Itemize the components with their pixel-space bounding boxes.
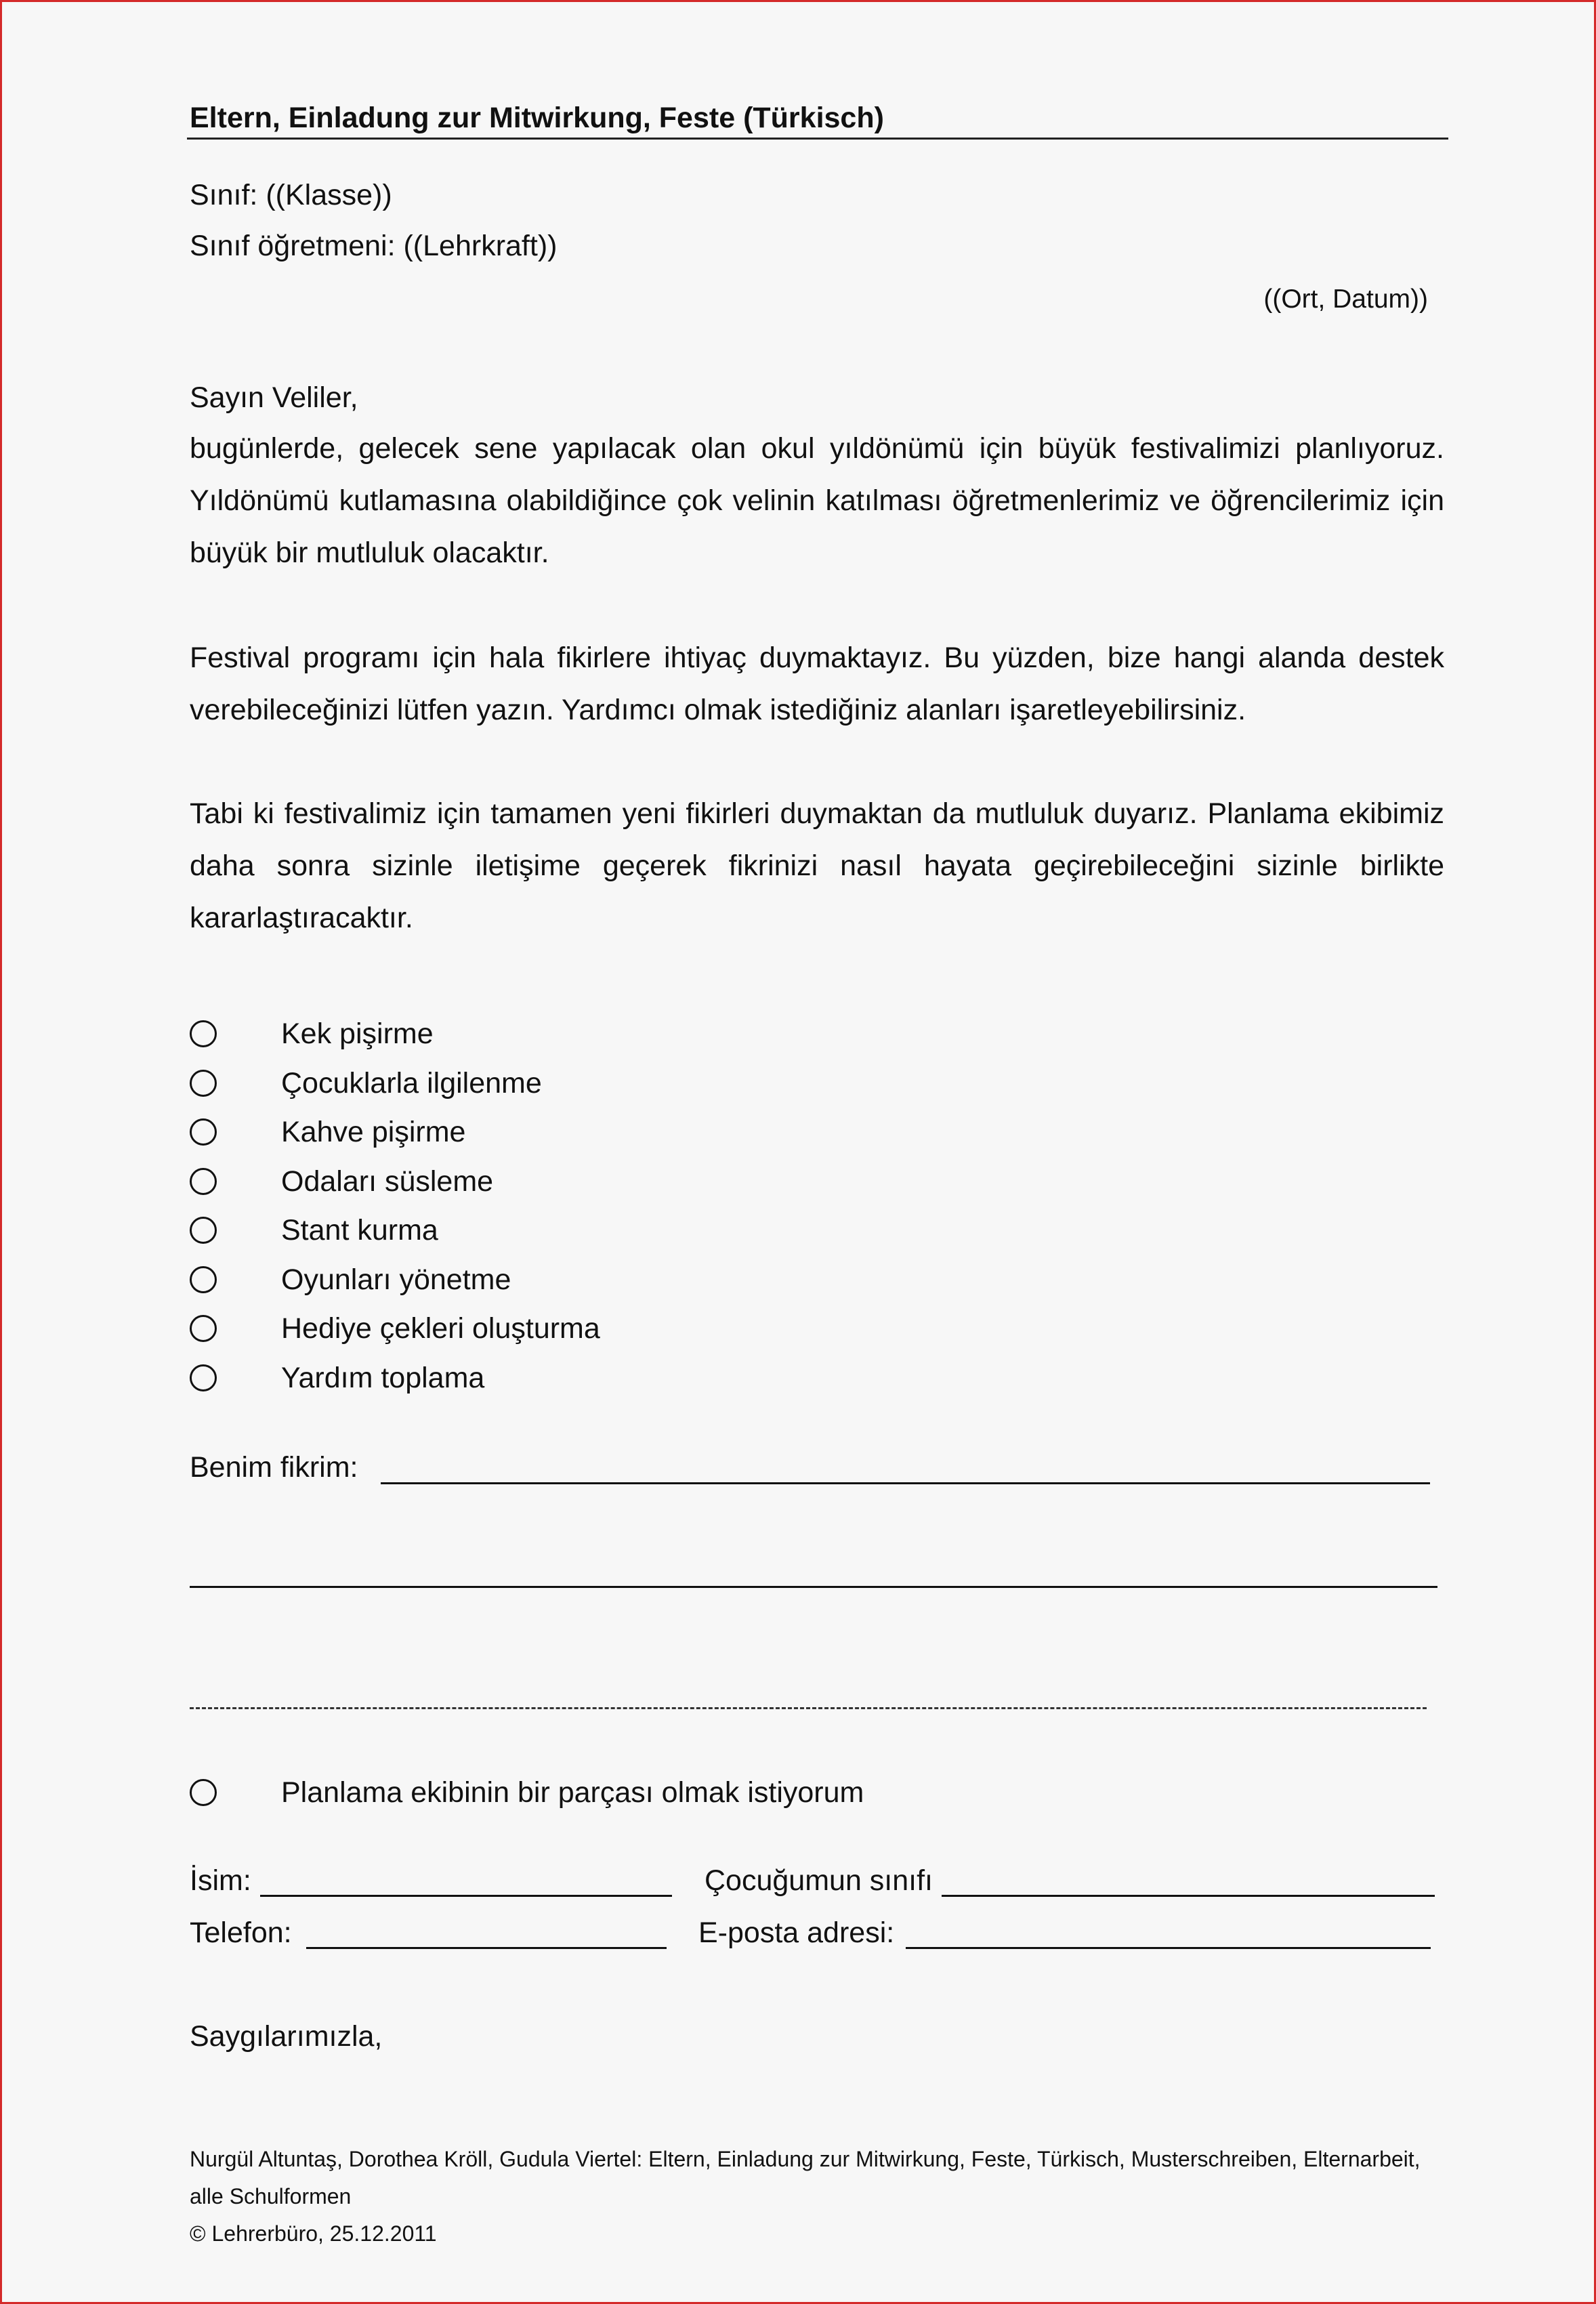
- option-label: Çocuklarla ilgilenme: [281, 1067, 542, 1099]
- name-input-line[interactable]: [260, 1895, 672, 1897]
- option-label: Odaları süsleme: [281, 1165, 494, 1198]
- option-gift-vouchers[interactable]: [190, 1311, 600, 1346]
- option-cake-baking[interactable]: [190, 1016, 434, 1051]
- option-label: Hediye çekleri oluşturma: [281, 1312, 600, 1345]
- radio-circle-icon[interactable]: [190, 1217, 217, 1244]
- radio-circle-icon[interactable]: [190, 1266, 217, 1293]
- radio-circle-icon[interactable]: [190, 1118, 217, 1146]
- credit-line-2: alle Schulformen: [190, 2184, 352, 2208]
- option-planning-team[interactable]: [190, 1775, 864, 1810]
- class-line: Sınıf: ((Klasse)): [190, 179, 392, 211]
- phone-label: Telefon:: [190, 1916, 292, 1949]
- document-title: Eltern, Einladung zur Mitwirkung, Feste (Türkisch): [190, 102, 884, 134]
- paragraph-1: bugünlerde, gelecek sene yapılacak olan okul yıldönümü için büyük festivalimizi planlıyoruz. Yıldönümü kutlamasına olabildiğince çok velinin katılması öğretmenlerimiz ve öğrencilerimiz için büyük bir mutluluk olacaktır.: [190, 432, 1444, 569]
- place-date: ((Ort, Datum)): [1263, 285, 1428, 314]
- radio-circle-icon[interactable]: [190, 1168, 217, 1195]
- radio-circle-icon[interactable]: [190, 1315, 217, 1342]
- email-input-line[interactable]: [906, 1947, 1431, 1949]
- paragraph-2: Festival programı için hala fikirlere ihtiyaç duymaktayız. Bu yüzden, bize hangi alanda destek verebileceğinizi lütfen yazın. Yardımcı olmak istediğiniz alanları işaretleyebilirsiniz.: [190, 642, 1444, 726]
- radio-circle-icon[interactable]: [190, 1020, 217, 1047]
- child-class-label: Çocuğumun sınıfı: [705, 1864, 933, 1897]
- option-game-leading[interactable]: [190, 1262, 511, 1297]
- option-label: Stant kurma: [281, 1214, 438, 1247]
- option-coffee-making[interactable]: [190, 1114, 466, 1150]
- phone-input-line[interactable]: [306, 1947, 667, 1949]
- copyright: © Lehrerbüro, 25.12.2011: [190, 2221, 437, 2246]
- name-label: İsim:: [190, 1864, 251, 1897]
- option-label: Kek pişirme: [281, 1018, 434, 1050]
- radio-circle-icon[interactable]: [190, 1070, 217, 1097]
- option-childcare[interactable]: [190, 1066, 542, 1101]
- option-label: Yardım toplama: [281, 1362, 485, 1394]
- idea-input-line-2[interactable]: [190, 1586, 1437, 1588]
- teacher-line: Sınıf öğretmeni: ((Lehrkraft)): [190, 230, 558, 262]
- radio-circle-icon[interactable]: [190, 1364, 217, 1391]
- option-fundraising[interactable]: [190, 1360, 485, 1396]
- paragraph-3: Tabi ki festivalimiz için tamamen yeni fikirleri duymaktan da mutluluk duyarız. Planlama ekibimiz daha sonra sizinle iletişime geçerek fikrinizi nasıl hayata geçirebileceğini sizinle birlikte kararlaştıracaktır.: [190, 797, 1444, 934]
- planning-team-label: Planlama ekibinin bir parçası olmak istiyorum: [281, 1776, 864, 1809]
- idea-input-line[interactable]: [381, 1482, 1430, 1484]
- salutation: Sayın Veliler,: [190, 381, 358, 414]
- credit-line-1: Nurgül Altuntaş, Dorothea Kröll, Gudula Viertel: Eltern, Einladung zur Mitwirkung, Feste, Türkisch, Musterschreiben, Elternarbeit,: [190, 2147, 1421, 2171]
- option-label: Kahve pişirme: [281, 1116, 466, 1148]
- option-label: Oyunları yönetme: [281, 1263, 511, 1296]
- email-label: E-posta adresi:: [698, 1916, 895, 1949]
- radio-circle-icon[interactable]: [190, 1779, 217, 1806]
- child-class-input-line[interactable]: [942, 1895, 1435, 1897]
- idea-label: Benim fikrim:: [190, 1451, 358, 1484]
- closing: Saygılarımızla,: [190, 2020, 383, 2053]
- option-room-decorating[interactable]: [190, 1164, 494, 1199]
- title-underline: [187, 138, 1448, 140]
- cut-separator: [190, 1707, 1427, 1709]
- option-stand-setup[interactable]: [190, 1213, 438, 1248]
